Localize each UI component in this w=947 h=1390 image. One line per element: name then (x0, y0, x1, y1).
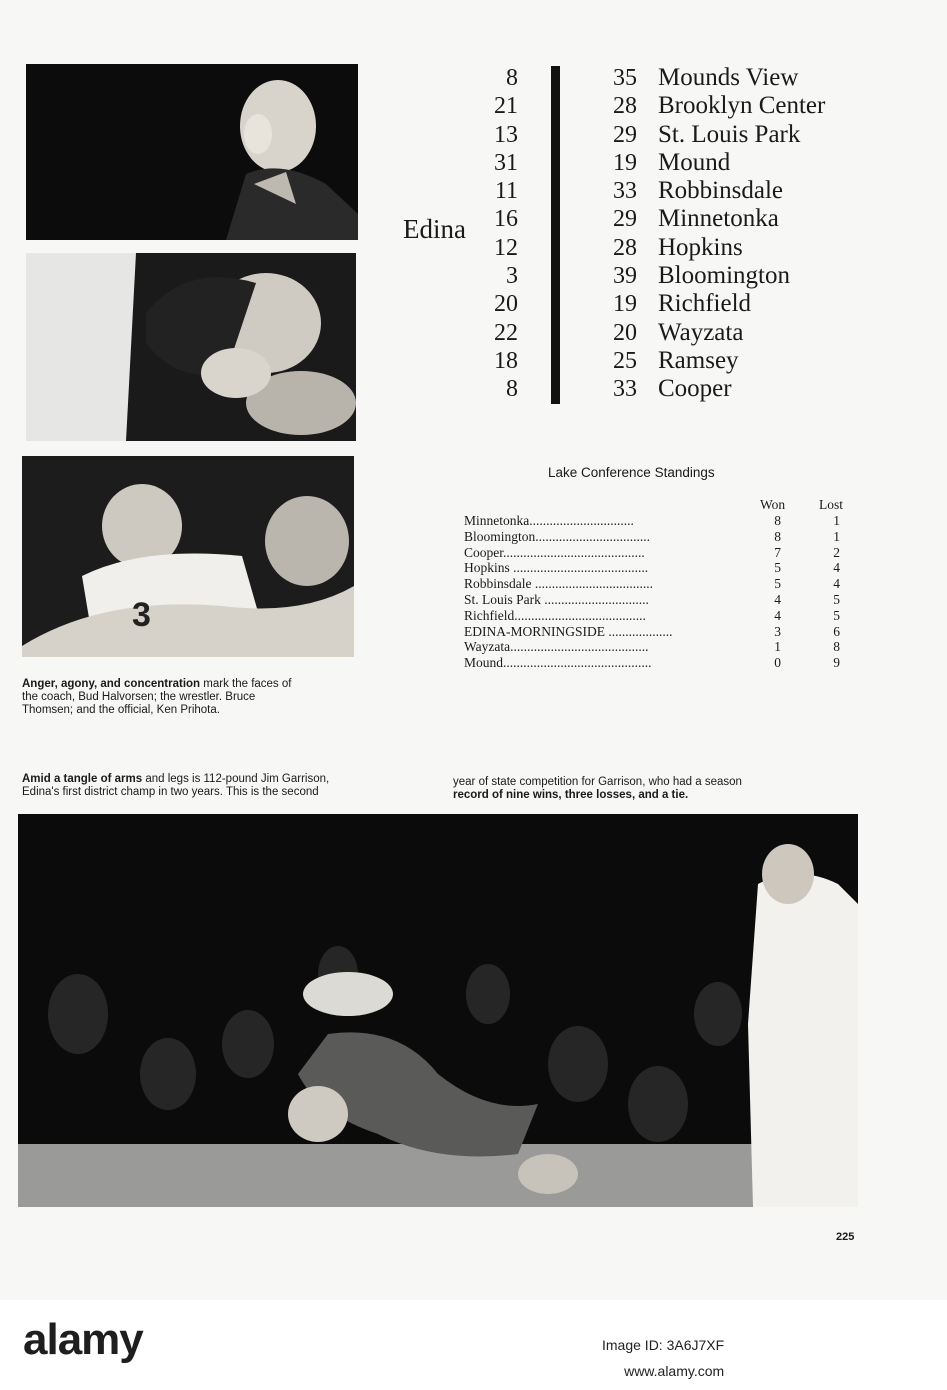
standings-won: 5 (774, 560, 781, 576)
standings-team: Robbinsdale ................................... (464, 576, 653, 592)
opponent-score: 28 (613, 234, 637, 261)
caption-text: and legs is 112-pound Jim Garrison, (142, 773, 330, 785)
edina-score: 31 (494, 149, 518, 176)
standings-header (464, 497, 860, 513)
standings-title: Lake Conference Standings (548, 465, 715, 480)
opponent-name: Ramsey (658, 346, 739, 374)
caption-text: Thomsen; and the official, Ken Prihota. (22, 704, 220, 716)
standings-won: 3 (774, 623, 781, 639)
opponent-score: 19 (613, 291, 637, 318)
edina-score: 20 (494, 291, 518, 318)
edina-score: 16 (494, 206, 518, 233)
standings-row (464, 592, 860, 608)
standings-team: EDINA-MORNINGSIDE ................... (464, 623, 673, 639)
standings-won: 1 (774, 639, 781, 655)
image-id-text: Image ID: 3A6J7XF (602, 1337, 725, 1353)
opponent-name: Mound (658, 148, 731, 176)
standings-won: 4 (774, 591, 781, 607)
standings-team: Minnetonka............................... (464, 513, 634, 528)
caption-text: Edina's first district champ in two years. This is the second (22, 786, 319, 798)
opponent-name: Wayzata (658, 318, 744, 346)
caption-lead: Amid a tangle of arms (22, 773, 143, 785)
standings-lost: 4 (833, 576, 840, 592)
opponent-score: 33 (613, 376, 637, 403)
score-divider (551, 66, 560, 404)
standings-row (464, 655, 860, 671)
svg-text:3: 3 (132, 596, 151, 634)
watermark-info (602, 1332, 724, 1384)
edina-score: 12 (494, 234, 518, 261)
standings-won: 4 (774, 607, 781, 623)
opponent-name: Bloomington (658, 262, 790, 290)
opponent-name: Brooklyn Center (658, 92, 826, 120)
standings-table (464, 497, 860, 671)
garrison-caption-right (453, 776, 858, 802)
caption-text: record of nine wins, three losses, and a tie. (453, 789, 689, 801)
edina-score: 22 (494, 319, 518, 346)
standings-lost: 6 (833, 623, 840, 639)
won-header: Won (760, 497, 786, 512)
opponent-score: 19 (613, 149, 637, 176)
edina-score: 8 (506, 65, 518, 91)
standings-lost: 2 (833, 544, 840, 560)
coach-caption (22, 678, 357, 717)
standings-row (464, 608, 860, 624)
opponent-name: Cooper (658, 375, 732, 403)
site-url-text: www.alamy.com (624, 1363, 725, 1379)
standings-row (464, 576, 860, 592)
standings-row (464, 545, 860, 561)
opponent-names-column (658, 64, 825, 404)
standings-team: Bloomington.................................. (464, 528, 651, 544)
standings-lost: 1 (833, 513, 840, 528)
standings-won: 8 (774, 528, 781, 544)
standings-team: St. Louis Park ............................... (464, 591, 649, 607)
opponent-score: 39 (613, 263, 637, 290)
standings-lost: 1 (833, 528, 840, 544)
standings-row (464, 639, 860, 655)
opponent-scores-column (597, 64, 637, 404)
opponent-name: Mounds View (658, 64, 799, 91)
page-number: 225 (836, 1231, 855, 1243)
standings-row (464, 529, 860, 545)
garrison-caption-left (22, 773, 422, 799)
standings-row (464, 560, 860, 576)
opponent-name: St. Louis Park (658, 120, 801, 148)
standings-team: Cooper.......................................... (464, 544, 645, 560)
standings-won: 8 (774, 513, 781, 528)
edina-score: 21 (494, 93, 518, 120)
official-photo (22, 456, 354, 657)
standings-row (464, 513, 860, 529)
opponent-score: 29 (613, 121, 637, 148)
opponent-score: 20 (613, 319, 637, 346)
standings-lost: 5 (833, 591, 840, 607)
caption-text: mark the faces of (200, 678, 292, 690)
edina-score: 8 (506, 376, 518, 403)
alamy-logo: alamy (23, 1315, 143, 1364)
edina-score: 3 (506, 263, 518, 290)
opponent-score: 33 (613, 178, 637, 205)
opponent-name: Robbinsdale (658, 177, 783, 205)
caption-lead: Anger, agony, and concentration (22, 678, 201, 690)
edina-score: 13 (494, 121, 518, 148)
team-label: Edina (403, 214, 466, 244)
opponent-score: 25 (613, 347, 637, 374)
standings-lost: 8 (833, 639, 840, 655)
caption-text: the coach, Bud Halvorsen; the wrestler. Bruce (22, 691, 256, 703)
standings-won: 7 (774, 544, 781, 560)
opponent-score: 29 (613, 206, 637, 233)
standings-team: Hopkins ........................................ (464, 560, 649, 576)
opponent-name: Richfield (658, 290, 752, 318)
opponent-score: 28 (613, 93, 637, 120)
edina-scores-column (470, 64, 518, 404)
opponent-score: 35 (613, 65, 637, 91)
garrison-match-photo (18, 814, 858, 1207)
season-scores (0, 0, 947, 420)
standings-team: Richfield....................................... (464, 607, 646, 623)
lost-header: Lost (819, 497, 844, 512)
edina-score: 18 (494, 347, 518, 374)
standings-team: Mound............................................ (464, 655, 652, 671)
caption-text: year of state competition for Garrison, who had a season (453, 776, 742, 788)
standings-won: 0 (774, 655, 781, 671)
opponent-name: Minnetonka (658, 205, 779, 233)
standings-row (464, 624, 860, 640)
standings-lost: 4 (833, 560, 840, 576)
standings-lost: 9 (833, 655, 840, 671)
edina-score: 11 (494, 178, 518, 205)
standings-team: Wayzata......................................... (464, 639, 649, 655)
standings-won: 5 (774, 576, 781, 592)
opponent-name: Hopkins (658, 233, 743, 261)
standings-lost: 5 (833, 607, 840, 623)
